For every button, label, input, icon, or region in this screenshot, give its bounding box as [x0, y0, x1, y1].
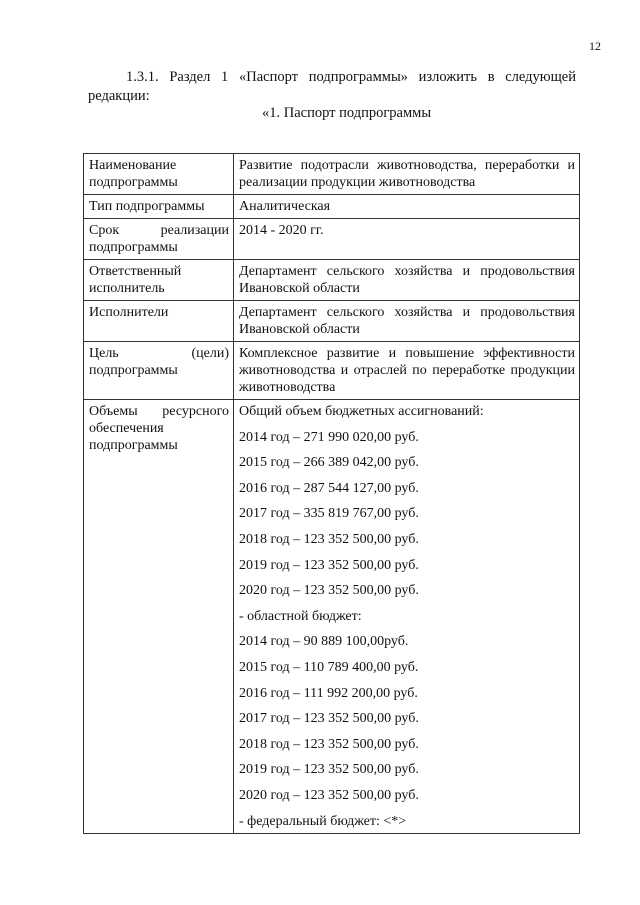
row-value-responsible: Департамент сельского хозяйства и продовольствия Ивановской области: [234, 260, 580, 301]
row-label-responsible: Ответственный исполнитель: [84, 260, 234, 301]
table-row: [84, 219, 580, 260]
row-label-name: Наименование подпрограммы: [84, 154, 234, 195]
page-number: 12: [589, 39, 601, 53]
funding-line: 2015 год – 110 789 400,00 руб.: [239, 659, 419, 675]
table-row: [84, 342, 580, 400]
funding-line: 2018 год – 123 352 500,00 руб.: [239, 736, 419, 752]
row-label-goal: Цель (цели) подпрограммы: [84, 342, 234, 400]
row-value-name: Развитие подотрасли животноводства, переработки и реализации продукции животноводства: [234, 154, 580, 195]
funding-line: 2015 год – 266 389 042,00 руб.: [239, 455, 419, 471]
row-label-term: Срок реализации подпрограммы: [84, 219, 234, 260]
row-label-type: Тип подпрограммы: [84, 195, 234, 219]
funding-line: 2014 год – 90 889 100,00руб.: [239, 634, 409, 650]
section-title: «1. Паспорт подпрограммы: [262, 105, 432, 121]
row-value-goal: Комплексное развитие и повышение эффективности животноводства и отраслей по переработке продукции животноводства: [234, 342, 580, 400]
row-value-type: Аналитическая: [234, 195, 580, 219]
row-value-term: 2014 - 2020 гг.: [234, 219, 580, 260]
table-row: [84, 260, 580, 301]
table-row: [84, 400, 580, 834]
row-value-executors: Департамент сельского хозяйства и продовольствия Ивановской области: [234, 301, 580, 342]
funding-line: 2019 год – 123 352 500,00 руб.: [239, 557, 419, 573]
funding-line: 2018 год – 123 352 500,00 руб.: [239, 531, 419, 547]
funding-line: 2017 год – 123 352 500,00 руб.: [239, 711, 419, 727]
table-row: [84, 154, 580, 195]
funding-line: 2017 год – 335 819 767,00 руб.: [239, 506, 419, 522]
funding-line: 2016 год – 287 544 127,00 руб.: [239, 480, 419, 496]
funding-line: - федеральный бюджет: <*>: [239, 813, 407, 829]
passport-table: [83, 153, 580, 834]
funding-line: - областной бюджет:: [239, 608, 362, 624]
funding-line: 2019 год – 123 352 500,00 руб.: [239, 762, 419, 778]
intro-paragraph: [88, 68, 576, 106]
funding-line: 2020 год – 123 352 500,00 руб.: [239, 583, 419, 599]
row-label-executors: Исполнители: [84, 301, 234, 342]
table-row: [84, 301, 580, 342]
funding-line: Общий объем бюджетных ассигнований:: [239, 404, 484, 419]
table-row: [84, 195, 580, 219]
funding-line: 2016 год – 111 992 200,00 руб.: [239, 685, 418, 701]
funding-line: 2014 год – 271 990 020,00 руб.: [239, 429, 419, 445]
intro-text: 1.3.1. Раздел 1 «Паспорт подпрограммы» изложить в следующей редакции:: [88, 69, 576, 104]
row-label-funding: Объемы ресурсного обеспечения подпрограммы: [84, 400, 234, 834]
row-value-funding: [234, 400, 580, 834]
funding-line: 2020 год – 123 352 500,00 руб.: [239, 787, 419, 803]
